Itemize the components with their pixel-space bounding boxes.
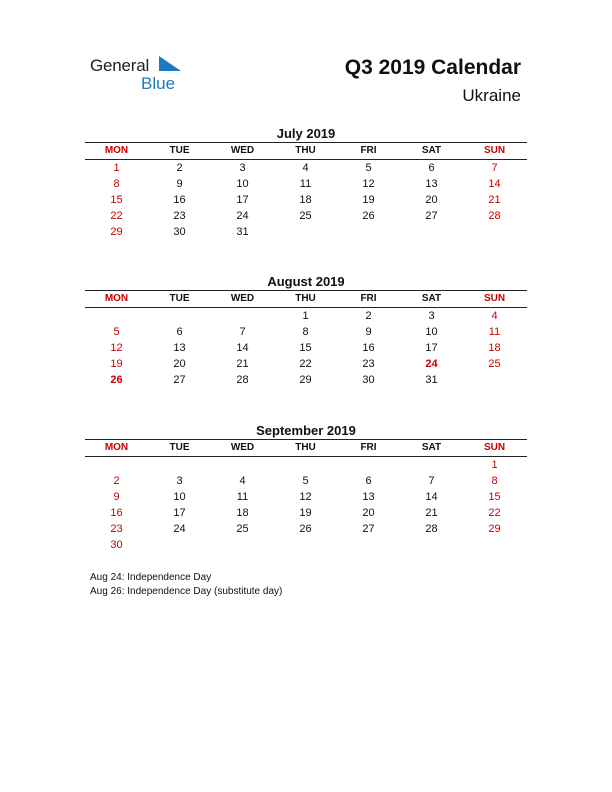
day-cell: 26: [362, 210, 375, 222]
day-cell: [274, 537, 337, 553]
month-block-august: [85, 273, 527, 388]
day-cell: 10: [236, 178, 249, 190]
day-cell: 9: [365, 326, 372, 338]
day-cell: 5: [365, 162, 372, 174]
day-cell: 27: [425, 210, 438, 222]
weekday-label: TUE: [169, 442, 190, 453]
day-cell: 29: [488, 523, 501, 535]
day-cell: 1: [302, 310, 309, 322]
day-cell: 8: [491, 475, 498, 487]
day-cell: 7: [428, 475, 435, 487]
week-row: [85, 208, 527, 224]
logo-triangle-icon: [159, 56, 181, 71]
weekday-label: FRI: [360, 442, 377, 453]
day-cell: 28: [425, 523, 438, 535]
day-cell: 20: [362, 507, 375, 519]
weekday-label: SUN: [483, 145, 506, 156]
weekday-label: MON: [104, 442, 129, 453]
day-cell: [400, 224, 463, 240]
weekday-header: [85, 440, 527, 457]
day-cell: 2: [176, 162, 183, 174]
week-row: [85, 160, 527, 176]
day-cell: 14: [236, 342, 249, 354]
day-cell: 24: [173, 523, 186, 535]
day-cell: 6: [176, 326, 183, 338]
day-cell: [400, 457, 463, 473]
day-cell: 3: [239, 162, 246, 174]
day-cell: 20: [173, 358, 186, 370]
week-row: [85, 473, 527, 489]
week-row: [85, 537, 527, 553]
day-cell: 23: [110, 523, 123, 535]
weekday-label: MON: [104, 145, 129, 156]
day-cell: 23: [362, 358, 375, 370]
day-cell: 24: [236, 210, 249, 222]
day-cell: 9: [113, 491, 120, 503]
day-cell: 18: [488, 342, 501, 354]
day-cell: 3: [428, 310, 435, 322]
month-block-july: [85, 125, 527, 240]
day-cell: [211, 308, 274, 324]
day-cell: 19: [362, 194, 375, 206]
weekday-label: MON: [104, 293, 129, 304]
day-cell: [148, 457, 211, 473]
month-title: September 2019: [256, 423, 356, 438]
day-cell: 16: [110, 507, 123, 519]
day-cell: 12: [110, 342, 123, 354]
day-cell: [337, 457, 400, 473]
day-cell: 31: [236, 226, 249, 238]
week-row: [85, 356, 527, 372]
page-title: Q3 2019 Calendar: [344, 56, 521, 79]
day-cell: 18: [299, 194, 312, 206]
day-cell: [274, 224, 337, 240]
day-cell: 30: [173, 226, 186, 238]
day-cell: 31: [425, 374, 438, 386]
week-row: [85, 521, 527, 537]
weekday-label: SAT: [421, 145, 442, 156]
day-cell: 5: [302, 475, 309, 487]
logo-text-blue: Blue: [141, 74, 176, 93]
day-cell: [463, 372, 526, 388]
day-cell: 29: [110, 226, 123, 238]
day-cell: 30: [110, 539, 123, 551]
day-cell: 15: [488, 491, 501, 503]
week-row: [85, 505, 527, 521]
day-cell: 19: [110, 358, 123, 370]
day-cell: 7: [491, 162, 498, 174]
day-cell: [211, 537, 274, 553]
weekday-label: TUE: [169, 145, 190, 156]
day-cell: 11: [488, 326, 501, 338]
month-block-september: [85, 422, 527, 553]
day-cell: 28: [236, 374, 249, 386]
day-cell: 21: [236, 358, 249, 370]
day-cell: 17: [425, 342, 438, 354]
day-cell: 4: [491, 310, 498, 322]
day-cell: 29: [299, 374, 312, 386]
day-cell: 25: [236, 523, 249, 535]
week-row: [85, 176, 527, 192]
weekday-label: FRI: [360, 293, 377, 304]
day-cell: 30: [362, 374, 375, 386]
day-cell: 10: [425, 326, 438, 338]
week-row: [85, 224, 527, 240]
weekday-label: THU: [295, 145, 316, 156]
day-cell: [337, 537, 400, 553]
day-cell: 27: [362, 523, 375, 535]
day-cell: 3: [176, 475, 183, 487]
day-cell: 2: [365, 310, 372, 322]
holiday-note: Aug 24: Independence Day: [90, 572, 212, 583]
day-cell: [463, 224, 526, 240]
day-cell: 10: [173, 491, 186, 503]
day-cell: [274, 457, 337, 473]
month-title: July 2019: [276, 126, 336, 141]
logo-text-general: General: [90, 56, 150, 75]
day-cell: 18: [236, 507, 249, 519]
day-cell: 16: [362, 342, 375, 354]
day-cell: 15: [110, 194, 123, 206]
day-cell: 11: [236, 491, 249, 503]
day-cell: 15: [299, 342, 312, 354]
day-cell: 25: [488, 358, 501, 370]
weekday-label: FRI: [360, 145, 377, 156]
day-cell: [85, 308, 148, 324]
day-cell: 24: [425, 358, 438, 370]
weekday-label: THU: [295, 442, 316, 453]
day-cell: 11: [299, 178, 312, 190]
week-row: [85, 308, 527, 324]
day-cell: [463, 537, 526, 553]
weekday-label: SUN: [483, 442, 506, 453]
weekday-label: SAT: [421, 442, 442, 453]
day-cell: 12: [362, 178, 375, 190]
day-cell: 8: [302, 326, 309, 338]
day-cell: 1: [491, 459, 498, 471]
day-cell: [85, 457, 148, 473]
day-cell: 21: [488, 194, 501, 206]
day-cell: [400, 537, 463, 553]
day-cell: 13: [362, 491, 375, 503]
day-cell: 22: [299, 358, 312, 370]
weekday-label: SUN: [483, 293, 506, 304]
day-cell: 2: [113, 475, 120, 487]
day-cell: 14: [425, 491, 438, 503]
weekday-label: WED: [230, 442, 255, 453]
day-cell: 1: [113, 162, 120, 174]
day-cell: 4: [302, 162, 309, 174]
holiday-note: Aug 26: Independence Day (substitute day): [90, 586, 283, 597]
week-row: [85, 324, 527, 340]
weekday-label: THU: [295, 293, 316, 304]
week-row: [85, 192, 527, 208]
day-cell: 17: [173, 507, 186, 519]
weekday-header: [85, 143, 527, 160]
day-cell: 25: [299, 210, 312, 222]
day-cell: 9: [176, 178, 183, 190]
day-cell: 28: [488, 210, 501, 222]
logo: [90, 56, 190, 96]
day-cell: 16: [173, 194, 186, 206]
day-cell: 6: [428, 162, 435, 174]
week-row: [85, 457, 527, 473]
day-cell: 22: [110, 210, 123, 222]
day-cell: 6: [365, 475, 372, 487]
day-cell: 21: [425, 507, 438, 519]
day-cell: 7: [239, 326, 246, 338]
week-row: [85, 372, 527, 388]
day-cell: 5: [113, 326, 120, 338]
day-cell: [337, 224, 400, 240]
day-cell: 13: [425, 178, 438, 190]
day-cell: 26: [299, 523, 312, 535]
weekday-label: WED: [230, 145, 255, 156]
day-cell: 23: [173, 210, 186, 222]
day-cell: 13: [173, 342, 186, 354]
week-row: [85, 489, 527, 505]
weekday-header: [85, 291, 527, 308]
country-name: Ukraine: [462, 86, 521, 105]
day-cell: 20: [425, 194, 438, 206]
day-cell: [148, 308, 211, 324]
day-cell: 26: [110, 374, 123, 386]
week-row: [85, 340, 527, 356]
day-cell: [148, 537, 211, 553]
day-cell: 19: [299, 507, 312, 519]
day-cell: 22: [488, 507, 501, 519]
weekday-label: WED: [230, 293, 255, 304]
holiday-notes: [90, 571, 282, 599]
day-cell: 27: [173, 374, 186, 386]
day-cell: 4: [239, 475, 246, 487]
month-title: August 2019: [267, 274, 345, 289]
weekday-label: SAT: [421, 293, 442, 304]
day-cell: 14: [488, 178, 501, 190]
day-cell: [211, 457, 274, 473]
weekday-label: TUE: [169, 293, 190, 304]
day-cell: 8: [113, 178, 120, 190]
day-cell: 17: [236, 194, 249, 206]
day-cell: 12: [299, 491, 312, 503]
